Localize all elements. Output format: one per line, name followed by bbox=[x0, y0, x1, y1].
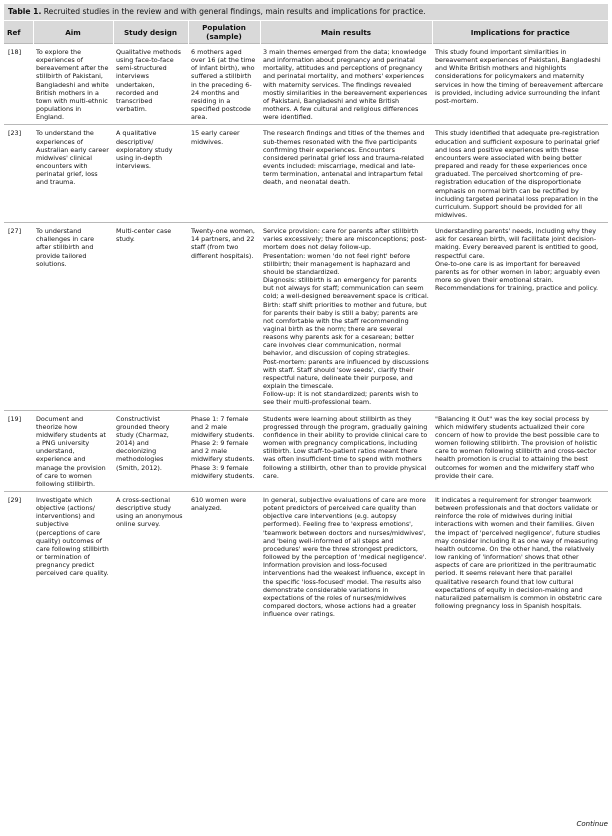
header-ref: Ref bbox=[4, 21, 33, 44]
cell-implications: It indicates a requirement for stronger teamwork between professionals and that doctors validate or reinforce the role of midwives during initial interactions with women and their families. Given the impact of 'perceived negligence', future studies may consider including it as one way of measuring health outcome. On the other hand, the relatively low ranking of 'information' shows that other aspects of care are prioritized in the peritraumatic period. It seems relevant here that parallel qualitative research found that low cultural expectations of equity in decision-making and naturalized paternalism is common in obstetric care following pregnancy loss in Spanish hospitals. bbox=[432, 491, 608, 621]
cell-ref: [29] bbox=[4, 491, 33, 621]
cell-ref: [19] bbox=[4, 410, 33, 491]
cell-ref: [27] bbox=[4, 223, 33, 410]
table-caption-text: Recruited studies in the review and with general findings, main results and implications for practice. bbox=[41, 7, 426, 16]
cell-main-results: Service provision: care for parents after stillbirth varies excessively; there are misconceptions; post-mortem does not delay follow-up. Presentation: women 'do not feel right' before stillbirth; their management is haphazard and should be standardized. Diagnosis: stillbirth is an emergency for parents but not always for staff; communication can seem cold; a well-designed bereavement space is critical. Birth: staff shift priorities to mother and future, but for parents their baby is still a baby; parents are not comfortable with the staff recommending vaginal birth as the norm; there are several reasons why parents ask for a cesarean; better care involves clear communication, normal behavior, and discussion of coping strategies. Post-mortem: parents are influenced by discussions with staff. Staff should 'sow seeds', clarify their respectful nature, delineate their purpose, and explain the timescale. Follow-up: it is not standardized; parents wish to see their multi-professional team. bbox=[260, 223, 432, 410]
cell-population: 15 early career midwives. bbox=[188, 125, 260, 223]
cell-implications: This study found important similarities in bereavement experiences of Pakistani, Bangladeshi and White British mothers and highlights considerations for policymakers and maternity services in how the timing of bereavement aftercare is provided, including advice surrounding the infant post-mortem. bbox=[432, 44, 608, 125]
cell-main-results: Students were learning about stillbirth as they progressed through the program, gradually gaining confidence in their ability to provide clinical care to women with pregnancy complications, including stillbirth. Low staff-to-patient ratios meant there was often insufficient time to spend with mothers following a stillbirth, other than to provide physical care. bbox=[260, 410, 432, 491]
cell-aim: To understand the experiences of Australian early career midwives' clinical encounters with perinatal grief, loss and trauma. bbox=[33, 125, 113, 223]
header-study-design: Study design bbox=[113, 21, 188, 44]
table-caption bbox=[4, 4, 608, 20]
cell-study-design: Qualitative methods using face-to-face semi-structured interviews undertaken, recorded and transcribed verbatim. bbox=[113, 44, 188, 125]
table-row bbox=[4, 125, 608, 223]
cell-implications: "Balancing it Out" was the key social process by which midwifery students actualized their core concern of how to provide the best possible care to women following stillbirth. The provision of holistic care to women following stillbirth and cross-sector health promotion is crucial to attaining the best outcomes for women and the midwifery staff who provide their care. bbox=[432, 410, 608, 491]
cell-aim: To understand challenges in care after stillbirth and provide tailored solutions. bbox=[33, 223, 113, 410]
continue-label: Continue bbox=[576, 820, 608, 828]
table-caption-label: Table 1. bbox=[8, 7, 42, 16]
cell-implications: Understanding parents' needs, including why they ask for cesarean birth, will facilitate joint decision-making. Every bereaved parent is entitled to good, respectful care. One-to-one care is as important for bereaved parents as for other women in labor; arguably even more so given their emotional strain. Recommendations for training, practice and policy. bbox=[432, 223, 608, 410]
cell-aim: To explore the experiences of bereavement after the stillbirth of Pakistani, Bangladeshi and white British mothers in a town with multi-ethnic populations in England. bbox=[33, 44, 113, 125]
cell-main-results: In general, subjective evaluations of care are more potent predictors of perceived care quality than objective care interventions (e.g. autopsy performed). Feeling free to 'express emotions', 'teamwork between doctors and nurses/midwives', and 'being well-informed of all steps and procedures' were the three strongest predictors, followed by the perception of 'medical negligence'. Information provision and loss-focused interventions had the weakest influence, except in the specific 'loss-focused' model. The results also demonstrate considerable variations in expectations of the roles of nurses/midwives compared doctors, whose actions had a greater influence over ratings. bbox=[260, 491, 432, 621]
studies-table bbox=[4, 21, 608, 621]
cell-ref: [23] bbox=[4, 125, 33, 223]
cell-ref: [18] bbox=[4, 44, 33, 125]
header-aim: Aim bbox=[33, 21, 113, 44]
cell-population: 6 mothers aged over 16 (at the time of infant birth), who suffered a stillbirth in the preceding 6-24 months and residing in a specified postcode area. bbox=[188, 44, 260, 125]
cell-main-results: The research findings and titles of the themes and sub-themes resonated with the five participants confirming their experiences. Encounters considered perinatal grief loss and trauma-related events included: miscarriage, medical and late-term termination, antenatal and intrapartum fetal death, and neonatal death. bbox=[260, 125, 432, 223]
header-row bbox=[4, 21, 608, 44]
cell-aim: Document and theorize how midwifery students at a PNG university understand, experience and manage the provision of care to women following stillbirth. bbox=[33, 410, 113, 491]
cell-implications: This study identified that adequate pre-registration education and sufficient exposure to perinatal grief and loss and positive experiences with these encounters were associated with being better prepared and ready for these experiences once graduated. The perceived shortcoming of pre-registration education of the disproportionate emphasis on normal birth can be rectified by including targeted perinatal loss preparation in the curriculum. Support should be provided for all midwives. bbox=[432, 125, 608, 223]
table-row bbox=[4, 223, 608, 410]
cell-population: 610 women were analyzed. bbox=[188, 491, 260, 621]
header-main-results: Main results bbox=[260, 21, 432, 44]
cell-study-design: Constructivist grounded theory study (Charmaz, 2014) and decolonizing methodologies (Smith, 2012). bbox=[113, 410, 188, 491]
header-implications: Implications for practice bbox=[432, 21, 608, 44]
table-row bbox=[4, 44, 608, 125]
table-row bbox=[4, 410, 608, 491]
cell-study-design: A cross-sectional descriptive study using an anonymous online survey. bbox=[113, 491, 188, 621]
cell-study-design: Multi-center case study. bbox=[113, 223, 188, 410]
cell-study-design: A qualitative descriptive/ exploratory study using in-depth interviews. bbox=[113, 125, 188, 223]
cell-population: Twenty-one women, 14 partners, and 22 staff (from two different hospitals). bbox=[188, 223, 260, 410]
header-population: Population (sample) bbox=[188, 21, 260, 44]
table-body bbox=[4, 44, 608, 622]
table-header bbox=[4, 21, 608, 44]
cell-population: Phase 1: 7 female and 2 male midwifery students. Phase 2: 9 female and 2 male midwifery students. Phase 3: 9 female midwifery students. bbox=[188, 410, 260, 491]
cell-aim: Investigate which objective (actions/ interventions) and subjective (perceptions of care quality) outcomes of care following stillbirth or termination of pregnancy predict perceived care quality. bbox=[33, 491, 113, 621]
cell-main-results: 3 main themes emerged from the data; knowledge and information about pregnancy and perinatal mortality, attitudes and perceptions of pregnancy and perinatal mortality, and mothers' experiences with maternity services. The findings revealed mostly similarities in the bereavement experiences of Pakistani, Bangladeshi and white British mothers. A few cultural and religious differences were identified. bbox=[260, 44, 432, 125]
table-row bbox=[4, 491, 608, 621]
